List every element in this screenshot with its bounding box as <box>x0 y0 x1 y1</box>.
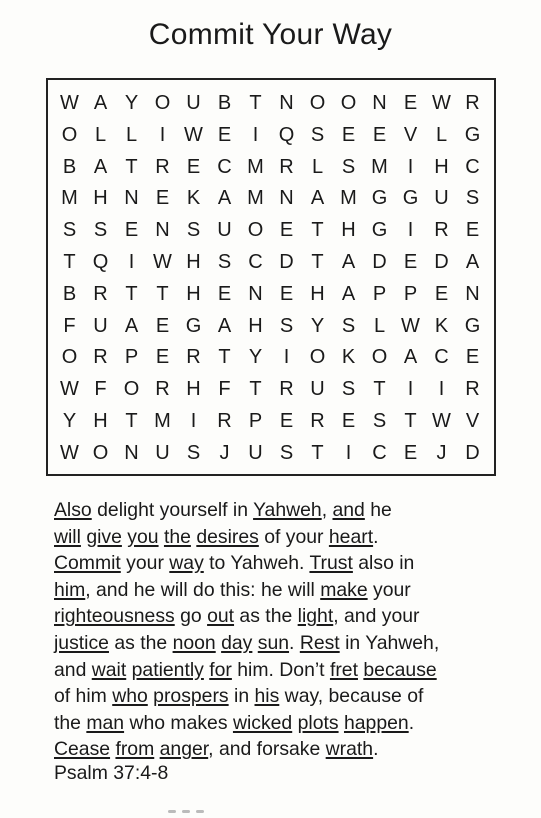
grid-letter[interactable]: A <box>341 250 356 273</box>
verse-text: to Yahweh. <box>203 552 310 575</box>
grid-letter[interactable]: I <box>159 123 166 146</box>
grid-letter[interactable]: B <box>62 282 77 305</box>
underlined-word: the <box>163 525 191 548</box>
underlined-word: happen <box>343 711 409 734</box>
grid-letter[interactable]: T <box>311 441 324 464</box>
grid-letter[interactable]: E <box>217 282 232 305</box>
grid-letter[interactable]: S <box>217 250 232 273</box>
verse-line <box>54 710 524 737</box>
grid-letter[interactable]: S <box>93 219 108 242</box>
underlined-word: anger <box>159 738 209 761</box>
verse-line <box>54 630 524 657</box>
grid-letter[interactable]: M <box>61 187 78 210</box>
grid-letter[interactable]: U <box>217 219 232 242</box>
verse-line <box>54 577 524 604</box>
underlined-word: man <box>86 711 125 734</box>
grid-letter[interactable]: I <box>128 250 135 273</box>
grid-letter[interactable]: V <box>465 409 480 432</box>
grid-letter[interactable]: N <box>279 187 294 210</box>
grid-letter[interactable]: D <box>465 441 480 464</box>
grid-letter[interactable]: I <box>345 441 352 464</box>
grid-letter[interactable]: I <box>283 346 290 369</box>
grid-letter[interactable]: T <box>125 282 138 305</box>
grid-letter[interactable]: H <box>341 219 356 242</box>
verse-text: your <box>120 552 170 575</box>
grid-letter[interactable]: W <box>60 378 79 401</box>
grid-letter[interactable]: Y <box>62 409 77 432</box>
grid-letter[interactable]: B <box>217 92 232 114</box>
grid-letter[interactable]: O <box>309 92 326 114</box>
grid-letter[interactable]: I <box>407 219 414 242</box>
verse-text: of him <box>54 685 113 708</box>
verse-text: delight yourself in <box>91 499 254 521</box>
grid-letter[interactable]: U <box>434 187 449 210</box>
verse-text: , and your <box>333 605 420 628</box>
grid-letter[interactable]: T <box>311 219 324 242</box>
verse-text: as the <box>234 605 298 628</box>
grid-letter[interactable]: R <box>155 155 170 178</box>
grid-letter[interactable]: T <box>373 378 386 401</box>
grid-letter[interactable]: A <box>93 155 108 178</box>
grid-letter[interactable]: O <box>123 378 140 401</box>
grid-letter[interactable]: I <box>438 378 445 401</box>
grid-letter[interactable]: M <box>340 187 357 210</box>
grid-letter[interactable]: R <box>93 346 108 369</box>
grid-letter[interactable]: J <box>219 441 230 464</box>
underlined-word: make <box>320 578 368 601</box>
grid-letter[interactable]: M <box>154 409 171 432</box>
verse-text: way, because of <box>279 685 424 708</box>
verse-text: . <box>373 525 379 548</box>
grid-letter[interactable]: C <box>372 441 387 464</box>
grid-letter[interactable]: Q <box>278 123 295 146</box>
grid-letter[interactable]: A <box>217 187 232 210</box>
grid-letter[interactable]: H <box>186 378 201 401</box>
underlined-word: because <box>363 658 437 681</box>
verse-line <box>54 683 524 710</box>
grid-letter[interactable]: W <box>184 123 203 146</box>
grid-letter[interactable]: E <box>403 441 418 464</box>
grid-letter[interactable]: A <box>217 314 232 337</box>
verse-line <box>54 550 524 577</box>
underlined-word: fret <box>329 658 358 681</box>
grid-letter[interactable]: Y <box>124 92 139 114</box>
grid-letter[interactable]: S <box>341 378 356 401</box>
underlined-word: for <box>209 658 232 681</box>
grid-letter[interactable]: E <box>434 282 449 305</box>
grid-letter[interactable]: O <box>154 92 171 114</box>
grid-letter[interactable]: E <box>279 219 294 242</box>
grid-letter[interactable]: N <box>372 92 387 114</box>
grid-letter[interactable]: O <box>61 346 78 369</box>
grid-letter[interactable]: G <box>371 219 388 242</box>
grid-letter[interactable]: N <box>124 187 139 210</box>
grid-letter[interactable]: A <box>341 282 356 305</box>
grid-letter[interactable]: S <box>310 123 325 146</box>
underlined-word: Also <box>54 499 92 521</box>
grid-letter[interactable]: E <box>465 219 480 242</box>
grid-letter[interactable]: K <box>341 346 356 369</box>
grid-letter[interactable]: E <box>155 314 170 337</box>
grid-letter[interactable]: E <box>186 155 201 178</box>
grid-letter[interactable]: E <box>341 123 356 146</box>
grid-letter[interactable]: T <box>218 346 231 369</box>
grid-letter[interactable]: B <box>62 155 77 178</box>
grid-letter[interactable]: T <box>311 250 324 273</box>
underlined-word: him <box>54 578 86 601</box>
underlined-word: desires <box>196 525 259 548</box>
verse-line <box>54 524 524 551</box>
underlined-word: plots <box>297 711 339 734</box>
grid-letter[interactable]: W <box>432 92 451 114</box>
grid-letter[interactable]: J <box>436 441 447 464</box>
underlined-word: patiently <box>131 658 204 681</box>
grid-letter[interactable]: K <box>434 314 449 337</box>
grid-letter[interactable]: S <box>62 219 77 242</box>
verse-text: , and he will do this: he will <box>85 578 321 601</box>
grid-letter[interactable]: E <box>279 282 294 305</box>
grid-letter[interactable]: W <box>60 441 79 464</box>
verse-line <box>54 736 524 763</box>
verse-text: who makes <box>124 711 233 734</box>
verse-text: . <box>289 631 300 654</box>
grid-letter[interactable]: R <box>155 378 170 401</box>
grid-letter[interactable]: O <box>309 346 326 369</box>
grid-letter[interactable]: L <box>435 123 448 146</box>
underlined-word: who <box>112 685 148 708</box>
verse-text: your <box>367 578 411 601</box>
verse-text: . <box>373 738 379 761</box>
grid-letter[interactable]: N <box>465 282 480 305</box>
grid-letter[interactable]: S <box>465 187 480 210</box>
grid-letter[interactable]: E <box>155 187 170 210</box>
word-search-grid <box>54 88 488 470</box>
grid-letter[interactable]: Y <box>248 346 263 369</box>
scripture-reference: Psalm 37:4-8 <box>54 762 169 784</box>
grid-letter[interactable]: E <box>217 123 232 146</box>
underlined-word: Rest <box>299 631 340 654</box>
grid-letter[interactable]: U <box>186 92 201 114</box>
grid-letter[interactable]: U <box>310 378 325 401</box>
underlined-word: out <box>207 605 235 628</box>
grid-letter[interactable]: A <box>310 187 325 210</box>
grid-letter[interactable]: U <box>155 441 170 464</box>
underlined-word: sun <box>257 631 290 654</box>
grid-letter[interactable]: W <box>432 409 451 432</box>
grid-letter[interactable]: S <box>186 441 201 464</box>
grid-letter[interactable]: H <box>248 314 263 337</box>
grid-letter[interactable]: S <box>279 441 294 464</box>
grid-letter[interactable]: R <box>186 346 201 369</box>
grid-letter[interactable]: U <box>248 441 263 464</box>
grid-letter[interactable]: F <box>63 314 76 337</box>
grid-letter[interactable]: H <box>434 155 449 178</box>
verse-line <box>54 603 524 630</box>
grid-letter[interactable]: I <box>190 409 197 432</box>
grid-letter[interactable]: M <box>371 155 388 178</box>
grid-letter[interactable]: P <box>403 282 418 305</box>
grid-letter[interactable]: E <box>155 346 170 369</box>
grid-letter[interactable]: S <box>279 314 294 337</box>
grid-letter[interactable]: A <box>93 92 108 114</box>
verse-text: as the <box>108 631 173 654</box>
grid-letter[interactable]: R <box>279 378 294 401</box>
grid-letter[interactable]: P <box>372 282 387 305</box>
underlined-word: way <box>169 552 204 575</box>
underlined-word: his <box>254 685 280 708</box>
grid-letter[interactable]: A <box>465 250 480 273</box>
grid-letter[interactable]: A <box>124 314 139 337</box>
grid-letter[interactable]: H <box>310 282 325 305</box>
grid-letter[interactable]: L <box>125 123 138 146</box>
grid-letter[interactable]: L <box>311 155 324 178</box>
grid-letter[interactable]: P <box>248 409 263 432</box>
grid-letter[interactable]: C <box>434 346 449 369</box>
grid-letter[interactable]: E <box>341 409 356 432</box>
grid-letter[interactable]: G <box>185 314 202 337</box>
word-search-grid-frame <box>46 78 496 476</box>
underlined-word: wrath <box>325 738 374 761</box>
verse-text: , <box>321 499 333 521</box>
grid-letter[interactable]: R <box>465 378 480 401</box>
grid-letter[interactable]: H <box>93 409 108 432</box>
grid-letter[interactable]: V <box>403 123 418 146</box>
verse-text: . <box>408 711 415 734</box>
verse-text: , and forsake <box>208 738 326 761</box>
grid-letter[interactable]: H <box>186 282 201 305</box>
grid-letter[interactable]: O <box>340 92 357 114</box>
grid-letter[interactable]: E <box>279 409 294 432</box>
grid-letter[interactable]: G <box>464 123 481 146</box>
grid-letter[interactable]: R <box>93 282 108 305</box>
underlined-word: light <box>297 605 334 628</box>
grid-letter[interactable]: E <box>372 123 387 146</box>
page-footer-marks <box>168 800 228 804</box>
grid-letter[interactable]: H <box>186 250 201 273</box>
grid-letter[interactable]: E <box>403 92 418 114</box>
grid-letter[interactable]: N <box>124 441 139 464</box>
grid-letter[interactable]: W <box>401 314 420 337</box>
grid-letter[interactable]: L <box>373 314 386 337</box>
underlined-word: noon <box>172 631 216 654</box>
grid-letter[interactable]: Q <box>92 250 109 273</box>
grid-letter[interactable]: R <box>217 409 232 432</box>
grid-letter[interactable]: F <box>94 378 107 401</box>
grid-letter[interactable]: H <box>93 187 108 210</box>
scripture-passage <box>54 497 524 763</box>
underlined-word: you <box>127 525 159 548</box>
grid-letter[interactable]: E <box>124 219 139 242</box>
grid-letter[interactable]: O <box>371 346 388 369</box>
underlined-word: day <box>221 631 253 654</box>
grid-letter[interactable]: I <box>252 123 259 146</box>
grid-letter[interactable]: N <box>279 92 294 114</box>
grid-letter[interactable]: A <box>403 346 418 369</box>
underlined-word: give <box>86 525 122 548</box>
grid-letter[interactable]: G <box>402 187 419 210</box>
underlined-word: justice <box>54 631 109 654</box>
underlined-word: wait <box>91 658 127 681</box>
grid-letter[interactable]: S <box>341 314 356 337</box>
verse-text: him. Don’t <box>231 658 330 681</box>
grid-letter[interactable]: S <box>186 219 201 242</box>
verse-text: in <box>228 685 255 708</box>
verse-text: also in <box>352 552 415 575</box>
grid-letter[interactable]: T <box>63 250 76 273</box>
grid-letter[interactable]: E <box>465 346 480 369</box>
grid-letter[interactable]: K <box>186 187 201 210</box>
grid-letter[interactable]: C <box>248 250 263 273</box>
grid-letter[interactable]: I <box>407 378 414 401</box>
grid-letter[interactable]: D <box>372 250 387 273</box>
grid-letter[interactable]: O <box>92 441 109 464</box>
grid-letter[interactable]: T <box>249 92 262 114</box>
grid-letter[interactable]: C <box>217 155 232 178</box>
grid-letter[interactable]: T <box>125 409 138 432</box>
grid-letter[interactable]: R <box>434 219 449 242</box>
grid-letter[interactable]: S <box>341 155 356 178</box>
verse-text: the <box>54 711 87 734</box>
grid-letter[interactable]: G <box>464 314 481 337</box>
grid-letter[interactable]: D <box>434 250 449 273</box>
underlined-word: Trust <box>309 552 353 575</box>
grid-letter[interactable]: E <box>403 250 418 273</box>
grid-letter[interactable]: F <box>218 378 231 401</box>
grid-letter[interactable]: W <box>60 92 79 114</box>
underlined-word: and <box>332 499 365 521</box>
verse-text: of your <box>258 525 329 548</box>
grid-letter[interactable]: O <box>61 123 78 146</box>
grid-letter[interactable]: M <box>247 187 264 210</box>
verse-text: in Yahweh, <box>339 631 440 654</box>
underlined-word: wicked <box>232 711 293 734</box>
grid-letter[interactable]: G <box>371 187 388 210</box>
grid-letter[interactable]: W <box>153 250 172 273</box>
grid-letter[interactable]: Y <box>310 314 325 337</box>
grid-letter[interactable]: N <box>155 219 170 242</box>
verse-line <box>54 497 524 524</box>
page-title: Commit Your Way <box>148 18 393 51</box>
underlined-word: righteousness <box>54 605 175 628</box>
verse-text: he <box>364 499 392 521</box>
verse-text: go <box>174 605 208 628</box>
underlined-word: from <box>115 738 155 761</box>
underlined-word: heart <box>328 525 374 548</box>
verse-line <box>54 657 524 684</box>
grid-letter[interactable]: T <box>125 155 138 178</box>
underlined-word: Yahweh <box>253 499 322 521</box>
underlined-word: will <box>54 525 81 548</box>
underlined-word: Cease <box>54 738 111 761</box>
grid-letter[interactable]: T <box>404 409 417 432</box>
grid-letter[interactable]: P <box>124 346 139 369</box>
grid-letter[interactable]: R <box>279 155 294 178</box>
grid-letter[interactable]: U <box>93 314 108 337</box>
grid-letter[interactable]: R <box>310 409 325 432</box>
grid-letter[interactable]: S <box>372 409 387 432</box>
grid-letter[interactable]: O <box>247 219 264 242</box>
grid-letter[interactable]: C <box>465 155 480 178</box>
grid-letter[interactable]: N <box>248 282 263 305</box>
grid-letter[interactable]: R <box>465 92 480 114</box>
underlined-word: Commit <box>54 552 121 575</box>
grid-letter[interactable]: M <box>247 155 264 178</box>
grid-letter[interactable]: I <box>407 155 414 178</box>
grid-letter[interactable]: D <box>279 250 294 273</box>
grid-letter[interactable]: L <box>94 123 107 146</box>
verse-text: and <box>54 658 92 681</box>
grid-letter[interactable]: T <box>156 282 169 305</box>
grid-letter[interactable]: T <box>249 378 262 401</box>
underlined-word: prospers <box>153 685 229 708</box>
